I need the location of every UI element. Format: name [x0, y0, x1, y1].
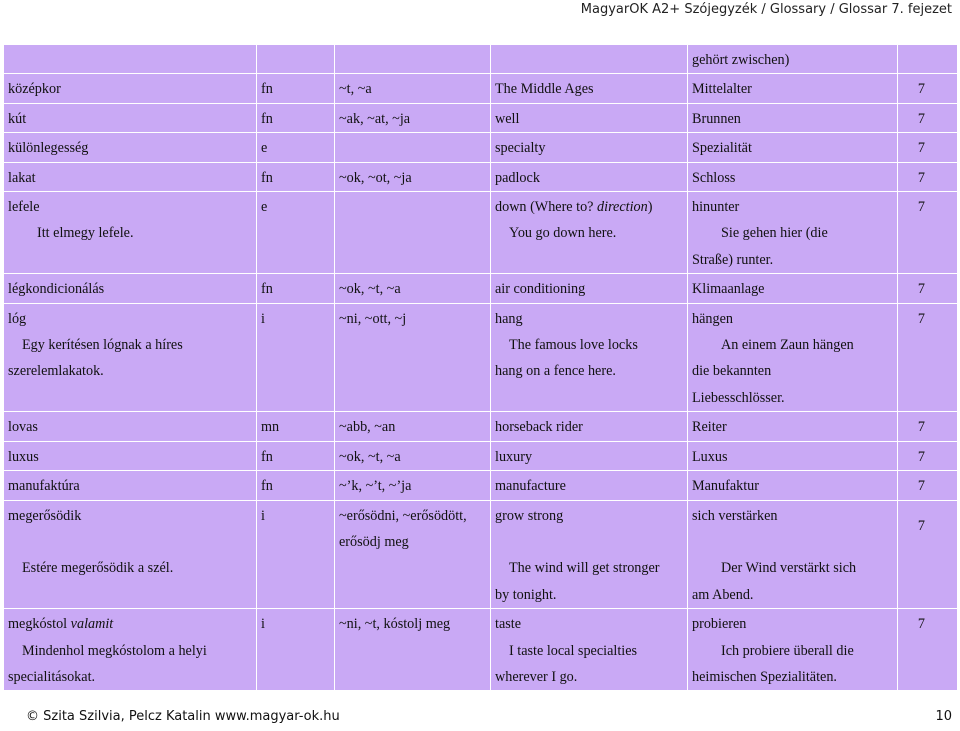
cell-de: Reiter: [688, 412, 898, 441]
cell-forms: ~ni, ~ott, ~j: [335, 303, 491, 412]
cell-de: Spezialität: [688, 133, 898, 162]
spacer: [692, 529, 893, 555]
headword: [8, 611, 252, 637]
cell-hu: [4, 303, 257, 412]
headword-text: megkóstol: [8, 616, 71, 633]
cell-de: Schloss: [688, 162, 898, 191]
cell-pos: mn: [257, 412, 335, 441]
table-row: [4, 74, 958, 103]
cell-pos: fn: [257, 74, 335, 103]
forms-line: erősödj meg: [339, 533, 409, 550]
cell-en: [491, 192, 688, 274]
cell-hu: luxus: [4, 441, 257, 470]
cell-pos: [257, 45, 335, 74]
cell-en: [491, 609, 688, 691]
cell-pos: i: [257, 500, 335, 609]
cell-chapter: 7: [898, 441, 958, 470]
cell-en: [491, 45, 688, 74]
cell-pos: e: [257, 133, 335, 162]
cell-chapter: 7: [898, 500, 958, 609]
cell-de: Luxus: [688, 441, 898, 470]
cell-chapter: 7: [898, 74, 958, 103]
cell-de: [688, 500, 898, 609]
cell-pos: fn: [257, 162, 335, 191]
example-de-cont: die bekannten: [692, 363, 772, 380]
cell-hu: kút: [4, 103, 257, 132]
cell-pos: fn: [257, 471, 335, 500]
cell-de: [688, 609, 898, 691]
table-row: [4, 609, 958, 691]
cell-chapter: 7: [898, 274, 958, 303]
cell-forms: [335, 192, 491, 274]
cell-hu: különlegesség: [4, 133, 257, 162]
cell-de: [688, 192, 898, 274]
headword: lefele: [8, 199, 40, 216]
cell-hu: [4, 192, 257, 274]
cell-hu: légkondicionálás: [4, 274, 257, 303]
example-hu: Itt elmegy lefele.: [37, 225, 134, 242]
example-de-cont: Straße) runter.: [692, 251, 774, 268]
example-en-cont: hang on a fence here.: [495, 363, 616, 380]
translation-en-close: ): [647, 199, 653, 216]
translation-en: grow strong: [495, 507, 564, 524]
table-row: [4, 133, 958, 162]
table-row: [4, 274, 958, 303]
translation-en: taste: [495, 616, 521, 633]
table-row: [4, 103, 958, 132]
cell-forms: ~ni, ~t, kóstolj meg: [335, 609, 491, 691]
cell-forms: [335, 133, 491, 162]
cell-chapter: 7: [898, 609, 958, 691]
cell-de: Manufaktur: [688, 471, 898, 500]
footer-copyright: © Szita Szilvia, Pelcz Katalin www.magyar-ok.hu: [26, 709, 340, 724]
forms-line: ~erősödni, ~erősödött,: [339, 507, 467, 524]
cell-chapter: 7: [898, 103, 958, 132]
example-de-cont: am Abend.: [692, 586, 754, 603]
cell-hu: [4, 45, 257, 74]
example-hu: Estére megerősödik a szél.: [22, 560, 174, 577]
cell-chapter: 7: [898, 133, 958, 162]
cell-chapter: 7: [898, 192, 958, 274]
cell-hu: manufaktúra: [4, 471, 257, 500]
cell-en: manufacture: [491, 471, 688, 500]
table-row: [4, 441, 958, 470]
cell-forms: ~t, ~a: [335, 74, 491, 103]
cell-en: specialty: [491, 133, 688, 162]
translation-de: hinunter: [692, 199, 740, 216]
cell-forms: ~’k, ~’t, ~’ja: [335, 471, 491, 500]
cell-de: Klimaanlage: [688, 274, 898, 303]
page-header: MagyarOK A2+ Szójegyzék / Glossary / Glossar 7. fejezet: [580, 2, 952, 17]
cell-chapter: 7: [898, 303, 958, 412]
table-row: [4, 500, 958, 609]
cell-en: horseback rider: [491, 412, 688, 441]
example-en: The famous love locks: [509, 337, 638, 354]
example-de: An einem Zaun hängen: [721, 337, 854, 354]
cell-chapter: [898, 45, 958, 74]
example-hu-cont: specialitásokat.: [8, 668, 96, 685]
example-en: You go down here.: [509, 225, 617, 242]
cell-pos: fn: [257, 103, 335, 132]
cell-en: The Middle Ages: [491, 74, 688, 103]
example-en-cont: by tonight.: [495, 586, 557, 603]
table-row: [4, 303, 958, 412]
cell-forms: ~ok, ~ot, ~ja: [335, 162, 491, 191]
translation-de: hängen: [692, 310, 733, 327]
headword: lóg: [8, 310, 27, 327]
translation-en: hang: [495, 310, 523, 327]
glossary-table: [3, 44, 958, 691]
table-row: [4, 471, 958, 500]
example-de-cont: Liebesschlösser.: [692, 389, 785, 406]
cell-de: Brunnen: [688, 103, 898, 132]
cell-en: well: [491, 103, 688, 132]
cell-chapter: 7: [898, 471, 958, 500]
cell-en: air conditioning: [491, 274, 688, 303]
spacer: [8, 529, 252, 555]
example-en: The wind will get stronger: [509, 560, 660, 577]
cell-forms: [335, 500, 491, 609]
page-number: 10: [935, 709, 952, 724]
cell-pos: e: [257, 192, 335, 274]
cell-forms: [335, 45, 491, 74]
cell-en: [491, 500, 688, 609]
example-hu: Mindenhol megkóstolom a helyi: [22, 642, 207, 659]
translation-de: probieren: [692, 616, 747, 633]
table-row: [4, 412, 958, 441]
cell-pos: i: [257, 609, 335, 691]
example-hu-cont: szerelemlakatok.: [8, 363, 104, 380]
cell-en: luxury: [491, 441, 688, 470]
cell-pos: fn: [257, 441, 335, 470]
example-hu: Egy kerítésen lógnak a híres: [22, 337, 183, 354]
cell-forms: ~abb, ~an: [335, 412, 491, 441]
cell-hu: [4, 609, 257, 691]
cell-pos: i: [257, 303, 335, 412]
table-row: [4, 45, 958, 74]
cell-forms: ~ok, ~t, ~a: [335, 274, 491, 303]
spacer: [495, 529, 683, 555]
table-row: [4, 192, 958, 274]
translation-de: sich verstärken: [692, 507, 778, 524]
example-en-cont: wherever I go.: [495, 668, 578, 685]
cell-pos: fn: [257, 274, 335, 303]
cell-de: Mittelalter: [688, 74, 898, 103]
translation-en: [495, 194, 683, 220]
example-de: Ich probiere überall die: [721, 642, 854, 659]
cell-hu: lovas: [4, 412, 257, 441]
cell-en: padlock: [491, 162, 688, 191]
cell-chapter: 7: [898, 162, 958, 191]
table-row: [4, 162, 958, 191]
example-en: I taste local specialties: [509, 642, 638, 659]
cell-de: [688, 303, 898, 412]
cell-chapter: 7: [898, 412, 958, 441]
cell-forms: ~ok, ~t, ~a: [335, 441, 491, 470]
example-de: Der Wind verstärkt sich: [721, 560, 857, 577]
cell-hu: [4, 500, 257, 609]
cell-forms: ~ak, ~at, ~ja: [335, 103, 491, 132]
cell-de: gehört zwischen): [688, 45, 898, 74]
translation-en-italic: direction: [597, 199, 648, 216]
cell-en: [491, 303, 688, 412]
translation-en-text: down (Where to?: [495, 199, 598, 216]
headword: megerősödik: [8, 507, 82, 524]
example-de-cont: heimischen Spezialitäten.: [692, 668, 837, 685]
cell-hu: lakat: [4, 162, 257, 191]
cell-hu: középkor: [4, 74, 257, 103]
example-de: Sie gehen hier (die: [721, 225, 828, 242]
headword-italic: valamit: [70, 616, 114, 633]
